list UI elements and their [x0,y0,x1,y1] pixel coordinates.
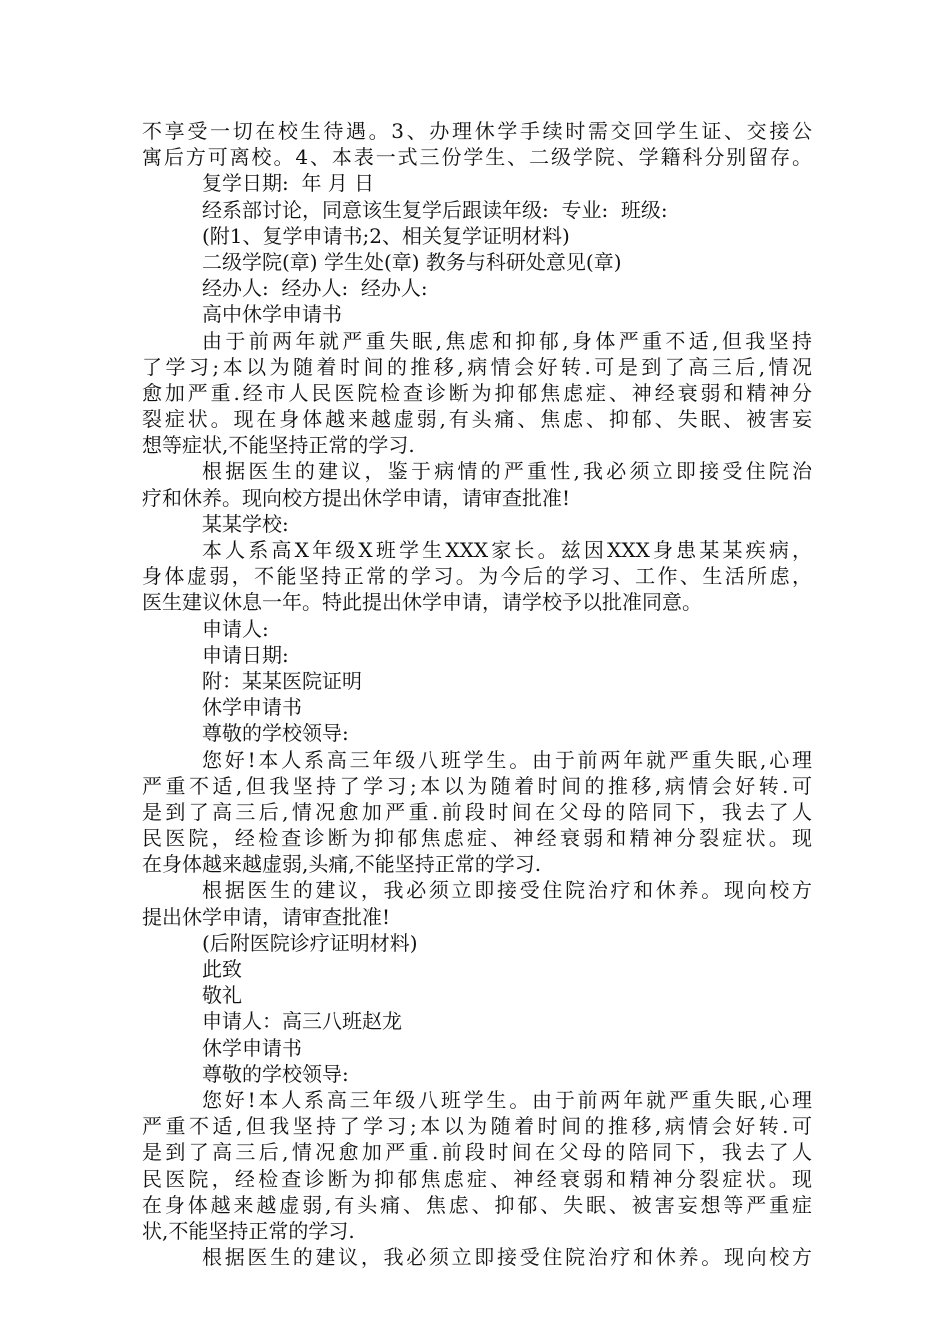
text-line: 疗和休养。现向校方提出休学申请，请审查批准! [142,485,571,510]
text-line: 休学申请书 [202,695,302,720]
text-line: 在身体越来越虚弱,头痛,不能坚持正常的学习. [142,852,542,877]
text-line: 状,不能坚持正常的学习. [142,1218,355,1243]
text-line: 民医院，经检查诊断为抑郁焦虑症、神经衰弱和精神分裂症状。现 [142,1166,812,1191]
text-line: 尊敬的学校领导: [202,721,349,746]
text-line: 尊敬的学校领导: [202,1061,349,1086]
text-line: 根据医生的建议，我必须立即接受住院治疗和休养。现向校方 [202,878,812,903]
text-line: 经办人: 经办人: 经办人: [202,276,428,301]
text-line: 提出休学申请，请审查批准! [142,904,391,929]
text-line: 是到了高三后,情况愈加严重.前段时间在父母的陪同下，我去了人 [142,1140,812,1165]
text-line: 裂症状。现在身体越来越虚弱,有头痛、焦虑、抑郁、失眠、被害妄 [142,407,812,432]
text-line: 附：某某医院证明 [202,668,362,693]
text-line: 休学申请书 [202,1035,302,1060]
text-line: 根据医生的建议，鉴于病情的严重性,我必须立即接受住院治 [202,459,812,484]
text-line: 民医院，经检查诊断为抑郁焦虑症、神经衰弱和精神分裂症状。现 [142,826,812,851]
text-line: 愈加严重.经市人民医院检查诊断为抑郁焦虑症、神经衰弱和精神分 [142,380,812,405]
text-line: 想等症状,不能坚持正常的学习. [142,433,415,458]
text-line: 了学习;本以为随着时间的推移,病情会好转.可是到了高三后,情况 [142,354,812,379]
text-line: 根据医生的建议，我必须立即接受住院治疗和休养。现向校方 [202,1245,812,1270]
text-line: 在身体越来越虚弱,有头痛、焦虑、抑郁、失眠、被害妄想等严重症 [142,1192,812,1217]
text-line: 医生建议休息一年。特此提出休学申请，请学校予以批准同意。 [142,590,702,615]
text-line: 寓后方可离校。4、本表一式三份学生、二级学院、学籍科分别留存。 [142,145,812,170]
text-line: 身体虚弱，不能坚持正常的学习。为今后的学习、工作、生活所虑， [142,564,812,589]
text-line: 是到了高三后,情况愈加严重.前段时间在父母的陪同下，我去了人 [142,799,812,824]
text-line: 高中休学申请书 [202,302,342,327]
text-line: 申请人：高三八班赵龙 [202,1009,402,1034]
text-line: 不享受一切在校生待遇。3、办理休学手续时需交回学生证、交接公 [142,119,812,143]
text-line: 您好!本人系高三年级八班学生。由于前两年就严重失眠,心理 [202,1087,812,1112]
text-line: 本人系高X年级X班学生XXX家长。兹因XXX身患某某疾病， [202,538,812,562]
text-line: 某某学校: [202,511,289,536]
text-line: (后附医院诊疗证明材料) [202,930,418,955]
text-line: 此致 [202,957,242,981]
document-page [142,118,812,1270]
text-line: (附1、复学申请书;2、相关复学证明材料) [202,223,570,248]
text-line: 经系部讨论，同意该生复学后跟读年级: 专业: 班级: [202,197,668,222]
text-line: 由于前两年就严重失眠,焦虑和抑郁,身体严重不适,但我坚持 [202,328,812,353]
text-line: 二级学院(章) 学生处(章) 教务与科研处意见(章) [202,249,622,274]
text-line: 申请人: [202,616,269,641]
text-line: 严重不适,但我坚持了学习;本以为随着时间的推移,病情会好转.可 [142,1114,812,1139]
text-line: 复学日期: 年 月 日 [202,171,375,196]
text-line: 您好!本人系高三年级八班学生。由于前两年就严重失眠,心理 [202,747,812,772]
text-line: 敬礼 [202,983,242,1008]
text-line: 严重不适,但我坚持了学习;本以为随着时间的推移,病情会好转.可 [142,773,812,798]
text-line: 申请日期: [202,642,289,667]
